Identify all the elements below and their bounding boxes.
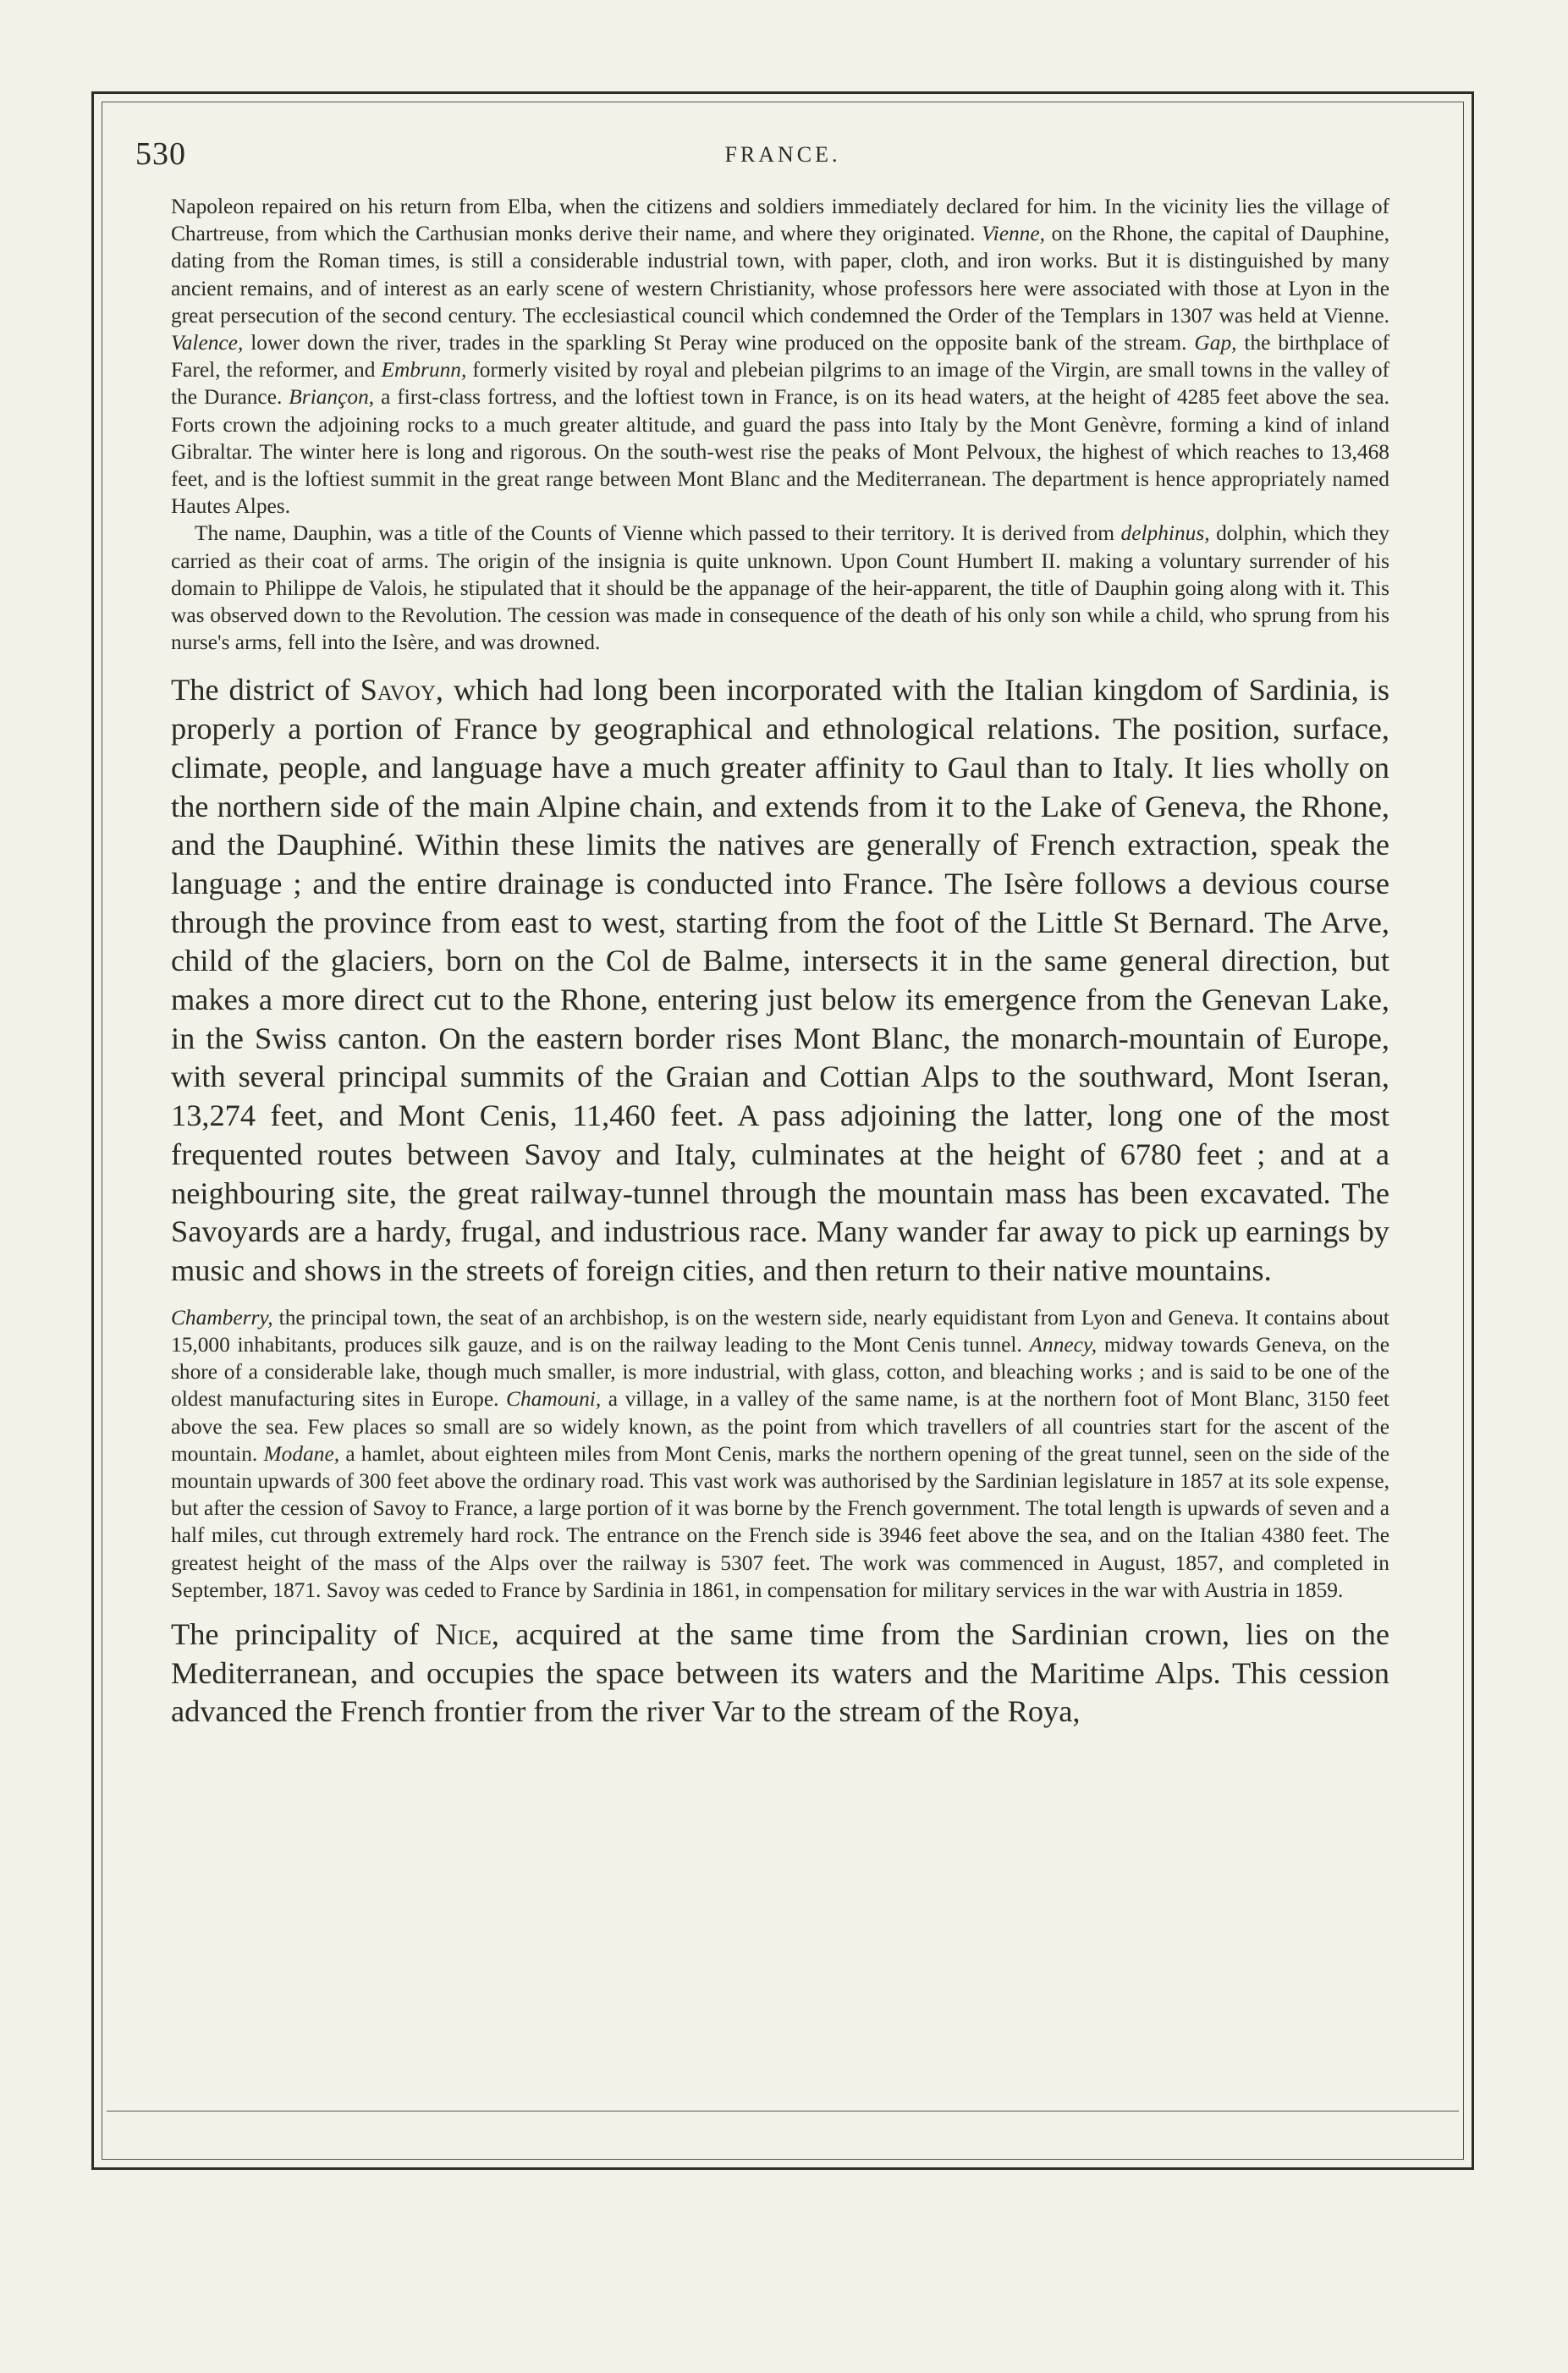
paragraph-savoy	[171, 671, 1389, 1290]
place-name: Briançon,	[289, 385, 375, 410]
place-name: Chamberry,	[171, 1305, 273, 1330]
text-run: Napoleon repaired on his return from Elba, when the citizens and soldiers immediately declared for him. In the vicinity lies the village of Chartreuse, from which the Carthusian monks derive their name, and where they originated.	[171, 195, 1389, 246]
text-run: , acquired at the same time from the Sardinian crown, lies on the Mediterranean, and occupies the space between its waters and the Maritime Alps. This cession advanced the French frontier from the river Var to the stream of the Roya,	[171, 1616, 1389, 1729]
page-number: 530	[135, 136, 186, 172]
text-run: The district of	[171, 673, 360, 707]
place-name: Valence,	[171, 331, 244, 355]
region-name: Nice	[435, 1616, 492, 1651]
place-name: Vienne,	[982, 222, 1045, 246]
text-run: midway towards Geneva, on the shore of a considerable lake, though much smaller, is more industrial, with glass, cotton, and bleaching works ; and is said to be one of the oldest manufacturing sites in Europe.	[171, 1332, 1389, 1412]
text-run: a hamlet, about eighteen miles from Mont Cenis, marks the northern opening of the great tunnel, seen on the side of the mountain upwards of 300 feet above the ordinary road. This vast work was authorised by the Sardinian legislature in 1857 at its sole expense, but after the cession of Savoy to France, a large portion of it was borne by the French government. The total length is upwards of seven and a half miles, cut through extremely hard rock. The entrance on the French side is 3946 feet above the sea, and on the Italian 4380 feet. The greatest height of the mass of the Alps over the railway is 5307 feet. The work was commenced in August, 1857, and completed in September, 1871. Savoy was ceded to France by Sardinia in 1861, in compensation for military services in the war with Austria in 1859.	[171, 1441, 1389, 1602]
running-head: FRANCE.	[724, 142, 841, 167]
paragraph-nice	[171, 1616, 1389, 1732]
place-name: Gap,	[1194, 331, 1237, 355]
place-name: Chamouni,	[506, 1387, 602, 1412]
text-run: lower down the river, trades in the sparkling St Peray wine produced on the opposite bank of the stream.	[243, 331, 1195, 355]
place-name: Modane,	[263, 1441, 340, 1466]
page-header	[135, 135, 1430, 178]
text-run: dolphin, which they carried as their coat of arms. The origin of the insignia is quite unknown. Upon Count Humbert II. making a voluntary surrender of his domain to Philippe de Valois, he stipulated that it should be the appanage of the heir-apparent, the title of Dauphin going along with it. This was observed down to the Revolution. The cession was made in consequence of the death of his only son while a child, who sprung from his nurse's arms, fell into the Isère, and was drowned.	[171, 521, 1389, 655]
text-run: formerly visited by royal and plebeian pilgrims to an image of the Virgin, are small towns in the valley of the Durance.	[171, 358, 1389, 410]
paragraph-dauphin-title	[171, 520, 1389, 656]
latin-term: delphinus,	[1120, 521, 1210, 546]
text-run: The name, Dauphin, was a title of the Counts of Vienne which passed to their territory. It is derived from	[195, 521, 1121, 546]
region-name: Savoy	[360, 673, 436, 707]
text-run: a village, in a valley of the same name, is at the northern foot of Mont Blanc, 3150 feet above the sea. Few places so small are so widely known, as the point from which travellers of all countries start for the ascent of the mountain.	[171, 1387, 1389, 1466]
place-name: Embrunn,	[381, 358, 467, 383]
text-run: on the Rhone, the capital of Dauphine, dating from the Roman times, is still a considerable industrial town, with paper, cloth, and iron works. But it is distinguished by many ancient remains, and of interest as an early scene of western Christianity, whose professors here were associated with those at Lyon in the great persecution of the second century. The ecclesiastical council which condemned the Order of the Templars in 1307 was held at Vienne.	[171, 222, 1389, 328]
page-body	[171, 193, 1389, 1745]
text-run: a first-class fortress, and the loftiest town in France, is on its head waters, at the height of 4285 feet above the sea. Forts crown the adjoining rocks to a much greater altitude, and guard the pass into Italy by the Mont Genèvre, forming a kind of inland Gibraltar. The winter here is long and rigorous. On the south-west rise the peaks of Mont Pelvoux, the highest of which reaches to 13,468 feet, and is the loftiest summit in the great range between Mont Blanc and the Mediterranean. The department is hence appropriately named Hautes Alpes.	[171, 385, 1389, 519]
text-run: the principal town, the seat of an archbishop, is on the western side, nearly equidistant from Lyon and Geneva. It contains about 15,000 inhabitants, produces silk gauze, and is on the railway leading to the Mont Cenis tunnel.	[171, 1305, 1389, 1357]
paragraph-savoy-towns	[171, 1304, 1389, 1604]
text-run: the birthplace of Farel, the reformer, and	[171, 331, 1389, 383]
paragraph-dauphine-towns	[171, 193, 1389, 520]
text-run: , which had long been incorporated with the Italian kingdom of Sardinia, is properly a portion of France by geographical and ethnological relations. The position, surface, climate, people, and language have a much greater affinity to Gaul than to Italy. It lies wholly on the northern side of the main Alpine chain, and extends from it to the Lake of Geneva, the Rhone, and the Dauphiné. Within these limits the natives are generally of French extraction, speak the language ; and the entire drainage is conducted into France. The Isère follows a devious course through the province from east to west, starting from the foot of the Little St Bernard. The Arve, child of the glaciers, born on the Col de Balme, intersects it in the same general direction, but makes a more direct cut to the Rhone, entering just below its emergence from the Genevan Lake, in the Swiss canton. On the eastern border rises Mont Blanc, the monarch-mountain of Europe, with several principal summits of the Graian and Cottian Alps to the southward, Mont Iseran, 13,274 feet, and Mont Cenis, 11,460 feet. A pass adjoining the latter, long one of the most frequented routes between Savoy and Italy, culminates at the height of 6780 feet ; and at a neighbouring site, the great railway-tunnel through the mountain mass has been excavated. The Savoyards are a hardy, frugal, and industrious race. Many wander far away to pick up earnings by music and shows in the streets of foreign cities, and then return to their native mountains.	[171, 673, 1389, 1287]
text-run: The principality of	[171, 1616, 436, 1651]
place-name: Annecy,	[1029, 1332, 1098, 1357]
